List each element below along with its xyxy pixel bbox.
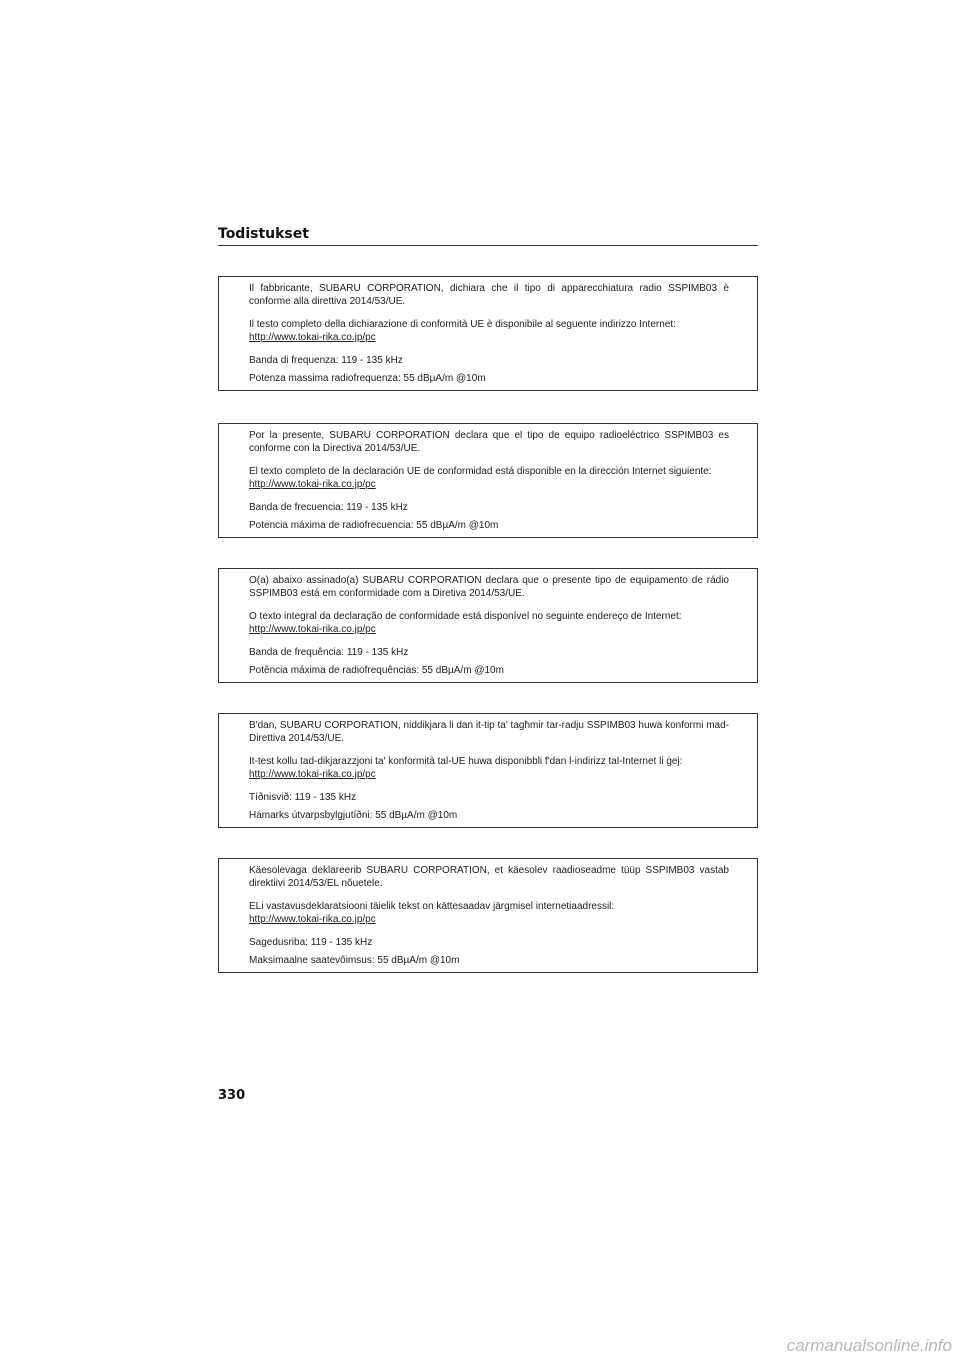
declaration-box-portuguese [218, 568, 758, 683]
frequency-band: Tíðnisvið: 119 - 135 kHz [249, 792, 357, 803]
fulltext-note: It-test kollu tad-dikjarazzjoni ta' konformità tal-UE huwa disponibbli f'dan l-indirizz tal-Internet li ġej: [249, 756, 683, 767]
page-header [218, 225, 758, 246]
fulltext-note: Il testo completo della dichiarazione di conformità UE è disponibile al seguente indirizzo Internet: [249, 319, 676, 330]
declaration-text: Käesolevaga deklareerib SUBARU CORPORATION, et käesolev raadioseadme tüüp SSPIMB03 vastab direktiivi 2014/53/EL nõuetele. [249, 865, 729, 889]
declaration-link[interactable]: http://www.tokai-rika.co.jp/pc [249, 769, 376, 780]
declaration-text: Por la presente, SUBARU CORPORATION declara que el tipo de equipo radioeléctrico SSPIMB03 es conforme con la Directiva 2014/53/UE. [249, 430, 729, 454]
max-power: Hámarks útvarpsbylgjutíðni: 55 dBµA/m @10m [249, 810, 458, 821]
fulltext-note: El texto completo de la declaración UE de conformidad está disponible en la dirección Internet siguiente: [249, 466, 712, 477]
declaration-link[interactable]: http://www.tokai-rika.co.jp/pc [249, 332, 376, 343]
page-number: 330 [218, 1088, 246, 1103]
declaration-box-italian [218, 276, 758, 391]
declaration-link[interactable]: http://www.tokai-rika.co.jp/pc [249, 624, 376, 635]
declaration-box-maltese [218, 713, 758, 828]
max-power: Maksimaalne saatevõimsus: 55 dBµA/m @10m [249, 955, 460, 966]
declaration-box-spanish [218, 423, 758, 538]
max-power: Potencia máxima de radiofrecuencia: 55 dBµA/m @10m [249, 520, 499, 531]
declaration-box-estonian [218, 858, 758, 973]
page-title: Todistukset [218, 226, 309, 242]
declaration-link[interactable]: http://www.tokai-rika.co.jp/pc [249, 914, 376, 925]
frequency-band: Banda de frecuencia: 119 - 135 kHz [249, 502, 408, 513]
fulltext-note: O texto integral da declaração de conformidade está disponível no seguinte endereço de Internet: [249, 611, 682, 622]
declaration-text: Il fabbricante, SUBARU CORPORATION, dichiara che il tipo di apparecchiatura radio SSPIMB03 è conforme alla direttiva 2014/53/UE. [249, 283, 729, 307]
max-power: Potenza massima radiofrequenza: 55 dBµA/m @10m [249, 373, 486, 384]
declaration-link[interactable]: http://www.tokai-rika.co.jp/pc [249, 479, 376, 490]
declaration-text: B'dan, SUBARU CORPORATION, niddikjara li dan it-tip ta' tagħmir tar-radju SSPIMB03 huwa konformi mad-Direttiva 2014/53/UE. [249, 720, 729, 744]
fulltext-note: ELi vastavusdeklaratsiooni täielik tekst on kättesaadav järgmisel internetiaadressil: [249, 901, 615, 912]
max-power: Potência máxima de radiofrequências: 55 dBµA/m @10m [249, 665, 504, 676]
declaration-text: O(a) abaixo assinado(a) SUBARU CORPORATION declara que o presente tipo de equipamento de rádio SSPIMB03 está em conformidade com a Diretiva 2014/53/UE. [249, 575, 729, 599]
frequency-band: Banda di frequenza: 119 - 135 kHz [249, 355, 403, 366]
frequency-band: Banda de frequência: 119 - 135 kHz [249, 647, 409, 658]
watermark: carmanualsonline.info [786, 1336, 952, 1355]
frequency-band: Sagedusriba: 119 - 135 kHz [249, 937, 373, 948]
